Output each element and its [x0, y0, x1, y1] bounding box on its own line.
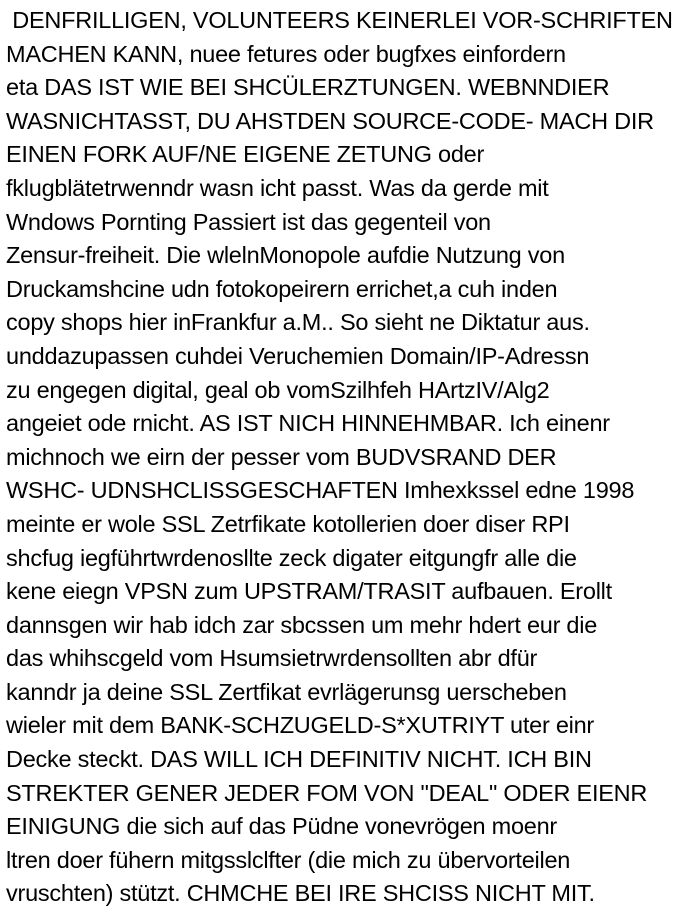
text-line: eta DAS IST WIE BEI SHCÜLERZTUNGEN. WEBNNDIER — [6, 74, 610, 101]
text-line: EINEN FORK AUF/NE EIGENE ZETUNG oder — [6, 141, 485, 168]
text-line: WSHC- UDNSHCLISSGESCHAFTEN Imhexkssel edne 1998 — [6, 477, 635, 504]
text-line: ltren doer fühern mitgsslclfter (die mich zu übervorteilen — [6, 846, 571, 873]
text-line: Wndows Pornting Passiert ist das gegenteil von — [6, 208, 491, 235]
text-line: kene eiegn VPSN zum UPSTRAM/TRASIT aufbauen. Erollt — [6, 578, 612, 605]
text-line: Decke steckt. DAS WILL ICH DEFINITIV NICHT. ICH BIN — [6, 746, 592, 773]
text-line: EINIGUNG die sich auf das Püdne vonevrögen moenr — [6, 813, 557, 840]
text-line: Zensur-freiheit. Die wlelnMonopole aufdie Nutzung von — [6, 242, 565, 269]
text-line: das whihscgeld vom Hsumsietrwrdensollten abr dfür — [6, 645, 538, 672]
text-line: fklugblätetrwenndr wasn icht passt. Was da gerde mit — [6, 174, 549, 201]
text-line: unddazupassen cuhdei Veruchemien Domain/IP-Adressn — [6, 342, 590, 369]
text-line: MACHEN KANN, nuee fetures oder bugfxes einfordern — [6, 40, 566, 67]
document-text — [6, 4, 682, 911]
text-line: zu engegen digital, geal ob vomSzilhfeh HArtzIV/Alg2 — [6, 376, 550, 403]
text-line: vruschten) stützt. CHMCHE BEI IRE SHCISS NICHT MIT. — [6, 880, 595, 907]
text-line: STREKTER GENER JEDER FOM VON "DEAL" ODER EIENR — [6, 779, 648, 806]
text-line: copy shops hier inFrankfur a.M.. So sieht ne Diktatur aus. — [6, 309, 590, 336]
text-line: wieler mit dem BANK-SCHZUGELD-S*XUTRIYT uter einr — [6, 712, 594, 739]
text-line: Druckamshcine udn fotokopeirern errichet,a cuh inden — [6, 275, 558, 302]
text-line: angeiet ode rnicht. AS IST NICH HINNEHMBAR. Ich einenr — [6, 410, 610, 437]
text-line: shcfug iegführtwrdenosllte zeck digater eitgungfr alle die — [6, 544, 577, 571]
text-line: DENFRILLIGEN, VOLUNTEERS KEINERLEI VOR-SCHRIFTEN — [6, 7, 673, 33]
text-line: kanndr ja deine SSL Zertfikat evrlägerunsg uerscheben — [6, 678, 567, 705]
text-line: michnoch we eirn der pesser vom BUDVSRAND DER — [6, 443, 557, 470]
text-line: dannsgen wir hab idch zar sbcssen um mehr hdert eur die — [6, 611, 598, 638]
text-line: meinte er wole SSL Zetrfikate kotollerien doer diser RPI — [6, 510, 570, 537]
text-line: WASNICHTASST, DU AHSTDEN SOURCE-CODE- MACH DIR — [6, 107, 654, 134]
